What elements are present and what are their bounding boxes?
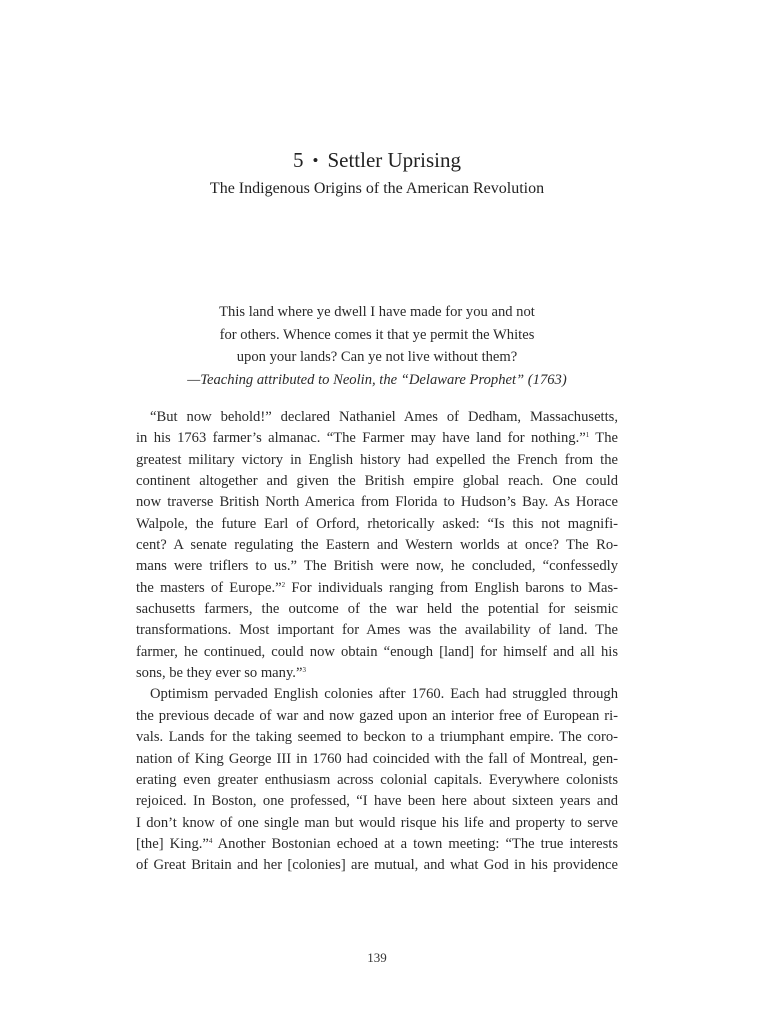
body-line: farmer, he continued, could now obtain “enough [land] for himself and all his — [136, 643, 618, 660]
body-line: the previous decade of war and now gazed upon an interior free of European ri- — [136, 707, 618, 724]
epigraph-line: upon your lands? Can ye not live without them? — [236, 349, 518, 366]
body-line: greatest military victory in English history had expelled the French from the — [136, 451, 618, 468]
body-line: erating even greater enthusiasm across colonial capitals. Everywhere colonists — [136, 771, 618, 788]
body-line: sons, be they ever so many.”$^3$ — [136, 665, 306, 682]
footnote-marker[interactable]: 4 — [208, 836, 213, 845]
body-line: vals. Lands for the taking seemed to beckon to a triumphant empire. The coro- — [136, 729, 618, 746]
chapter-heading — [0, 147, 754, 174]
body-line: cent? A senate regulating the Eastern and Western worlds at once? The Ro- — [136, 537, 618, 554]
body-line: in his 1763 farmer’s almanac. “The Farmer may have land for nothing.”$^1$ The — [136, 430, 618, 447]
epigraph-attribution: —Teaching attributed to Neolin, the “Delaware Prophet” (1763) — [187, 371, 567, 388]
body-line: continent altogether and given the British empire global reach. One could — [136, 473, 618, 490]
chapter-title: Settler Uprising — [327, 148, 462, 172]
body-line: now traverse British North America from Florida to Hudson’s Bay. As Horace — [136, 494, 618, 511]
footnote-marker[interactable]: 2 — [281, 580, 286, 589]
body-line: the masters of Europe.”$^2$ For individuals ranging from English barons to Mas- — [136, 579, 618, 596]
body-line: rejoiced. In Boston, one professed, “I have been here about sixteen years and — [136, 793, 618, 810]
body-line: sachusetts farmers, the outcome of the war held the potential for seismic — [136, 601, 618, 618]
body-line: “But now behold!” declared Nathaniel Ames of Dedham, Massachusetts, — [150, 409, 618, 425]
body-line: transformations. Most important for Ames was the availability of land. The — [136, 622, 618, 639]
body-line: nation of King George III in 1760 had coincided with the fall of Montreal, gen- — [136, 750, 618, 767]
body-line: of Great Britain and her [colonies] are mutual, and what God in his providence — [136, 857, 618, 874]
footnote-marker[interactable]: 3 — [302, 666, 306, 675]
page-number: 139 — [367, 950, 387, 965]
chapter-subtitle: The Indigenous Origins of the American Revolution — [209, 180, 545, 197]
body-text — [136, 407, 618, 877]
chapter-number: 5 — [292, 148, 304, 172]
chapter-separator: • — [312, 151, 319, 170]
body-line: mans were triflers to us.” The British were now, he concluded, “confessedly — [136, 558, 618, 575]
epigraph-line: for others. Whence comes it that ye permit the Whites — [219, 326, 535, 343]
epigraph — [0, 301, 754, 391]
footnote-marker[interactable]: 1 — [585, 431, 590, 440]
body-line: I don’t know of one single man but would risque his life and property to serve — [136, 814, 618, 831]
body-line: Optimism pervaded English colonies after 1760. Each had struggled through — [150, 686, 618, 703]
body-line: Walpole, the future Earl of Orford, rhetorically asked: “Is this not magnifi- — [136, 515, 618, 532]
epigraph-line: This land where ye dwell I have made for you and not — [219, 304, 535, 320]
body-line: [the] King.”$^4$ Another Bostonian echoed at a town meeting: “The true interests — [136, 835, 619, 852]
